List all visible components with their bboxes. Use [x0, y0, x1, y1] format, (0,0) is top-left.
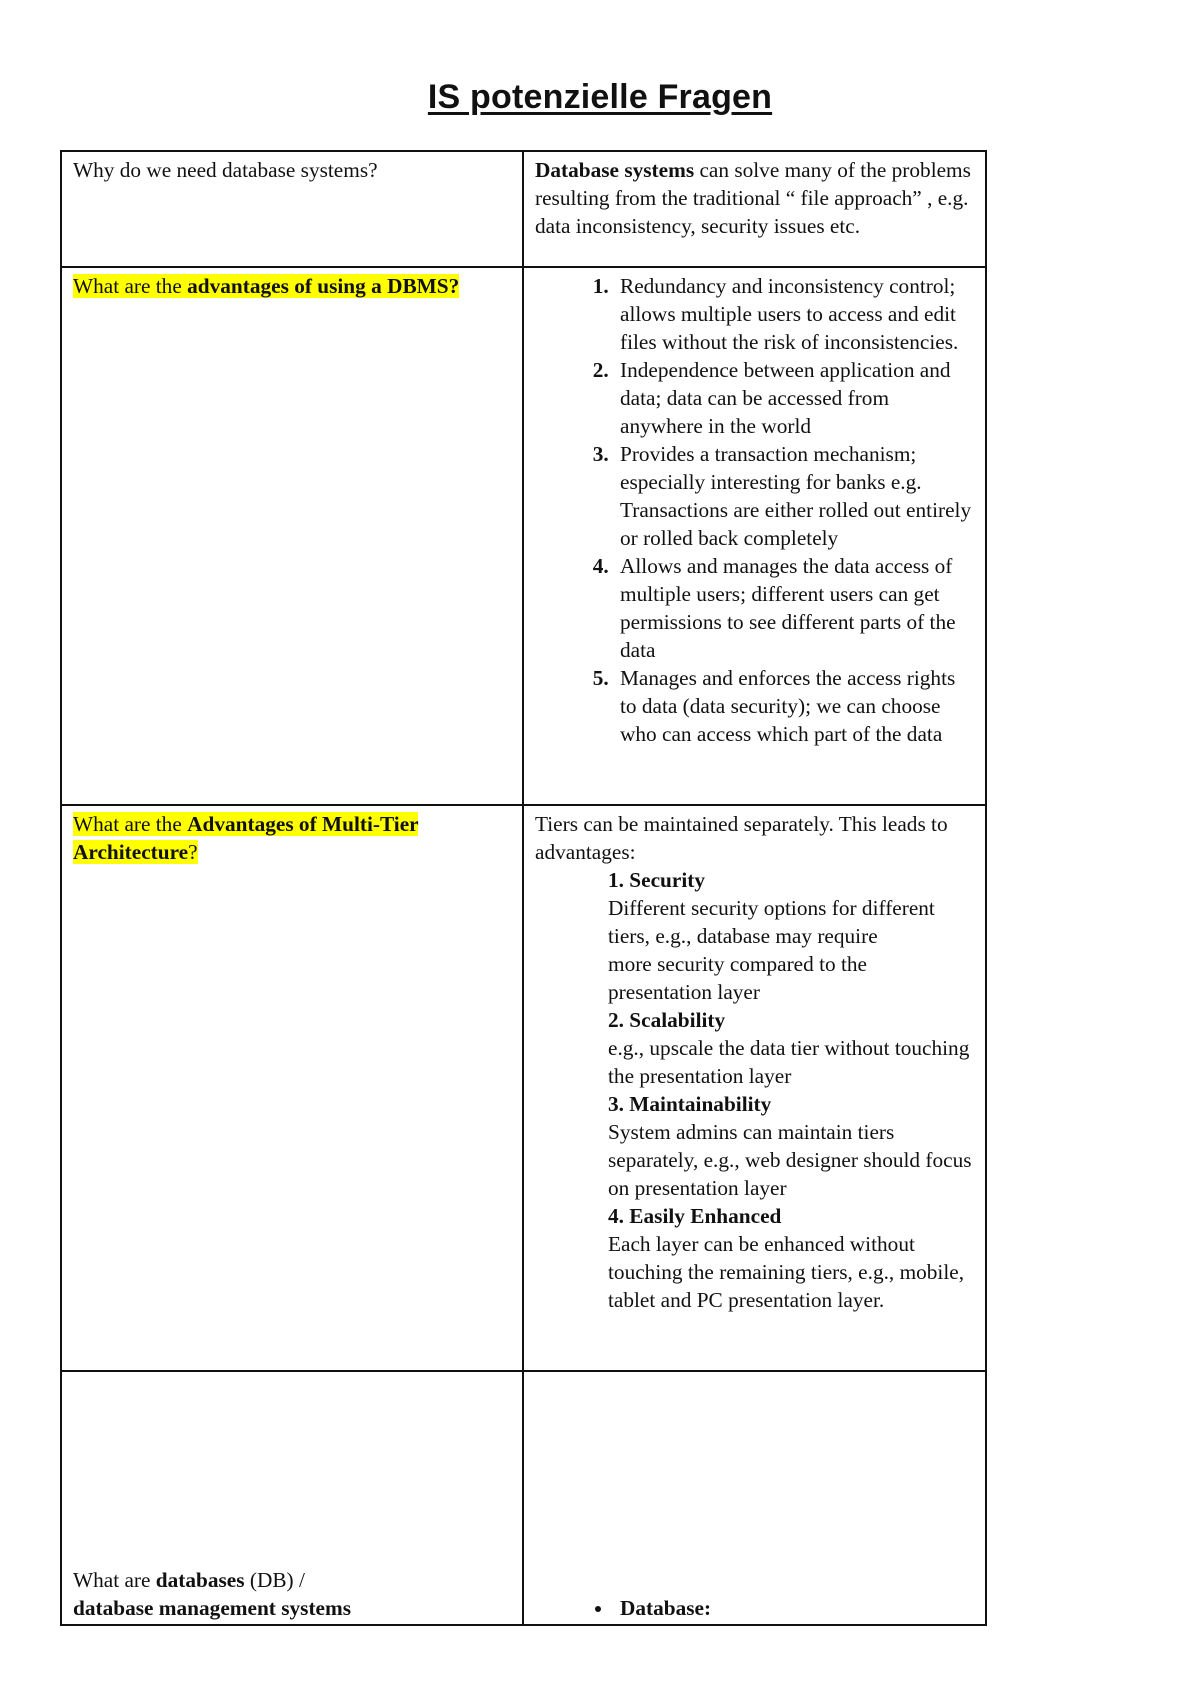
tier-heading: 4. Easily Enhanced — [608, 1204, 782, 1228]
answer-cell — [523, 267, 986, 805]
tier-text: System admins can maintain tiers separately, e.g., web designer should focus on presentation layer — [608, 1120, 972, 1200]
list-item: 2. Independence between application and data; data can be accessed from anywhere in the world — [614, 356, 975, 440]
tier-text: Each layer can be enhanced without touching the remaining tiers, e.g., mobile, tablet and PC presentation layer. — [608, 1232, 965, 1312]
answer-intro: Tiers can be maintained separately. This leads to advantages: — [535, 812, 948, 864]
list-item: 4. Allows and manages the data access of multiple users; different users can get permissions to see different parts of the data — [614, 552, 975, 664]
list-item: 5. Manages and enforces the access rights to data (data security); we can choose who can access which part of the data — [614, 664, 975, 748]
question-bold: advantages of using a DBMS? — [187, 274, 460, 298]
list-item — [614, 1594, 975, 1622]
question-bold: databases — [155, 1568, 245, 1592]
tier-heading: 2. Scalability — [608, 1008, 726, 1032]
question-text: What are the — [73, 812, 188, 836]
tier-block — [535, 866, 975, 1314]
table-row — [61, 1371, 986, 1625]
list-item: 1. Redundancy and inconsistency control; allows multiple users to access and edit files without the risk of inconsistencies. — [614, 272, 975, 356]
question-text: (DB) / — [244, 1568, 305, 1592]
answer-cell — [523, 1371, 986, 1625]
question-cell — [61, 805, 523, 1371]
question-end: ? — [188, 840, 198, 864]
list-item-bold: Database: — [620, 1596, 712, 1620]
tier-text: Different security options for different tiers, e.g., database may require — [608, 896, 935, 948]
table-row — [61, 151, 986, 267]
question-bold: database management systems — [73, 1596, 352, 1620]
page-title: IS potenzielle Fragen — [427, 78, 773, 116]
question-cell — [61, 151, 523, 267]
question-text: What are — [73, 1568, 156, 1592]
question-text: Why do we need database systems? — [73, 158, 378, 182]
tier-heading: 1. Security — [608, 868, 706, 892]
question-cell — [61, 267, 523, 805]
highlighted-question — [73, 274, 459, 298]
question-text: What are the — [73, 274, 188, 298]
answer-cell — [523, 805, 986, 1371]
question-cell — [61, 1371, 523, 1625]
database-list — [535, 1594, 975, 1622]
table-row — [61, 805, 986, 1371]
tier-text: e.g., upscale the data tier without touching the presentation layer — [608, 1036, 970, 1088]
tier-heading: 3. Maintainability — [608, 1092, 772, 1116]
answer-bold: Database systems — [535, 158, 695, 182]
question-bold: Advantages of Multi-Tier Architecture — [73, 812, 419, 864]
answer-cell — [523, 151, 986, 267]
advantages-list — [535, 272, 975, 748]
tier-text: more security compared to the presentation layer — [608, 952, 868, 1004]
list-item: 3. Provides a transaction mechanism; especially interesting for banks e.g. Transactions are either rolled out entirely or rolled back completely — [614, 440, 975, 552]
qa-table — [60, 150, 987, 1626]
answer-text: can solve many of the problems resulting from the traditional “ file approach” , e.g. data inconsistency, security issues etc. — [535, 158, 971, 238]
table-row — [61, 267, 986, 805]
highlighted-question — [73, 812, 418, 864]
